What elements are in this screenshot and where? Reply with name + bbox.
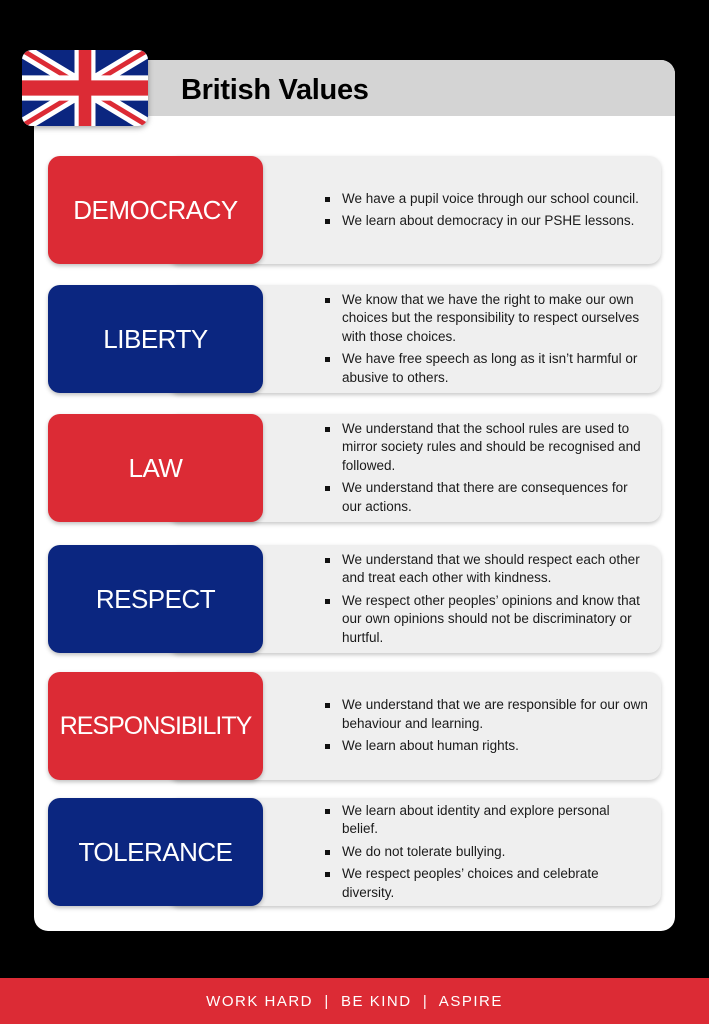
value-row-liberty [48, 285, 661, 393]
value-label: DEMOCRACY [48, 156, 263, 264]
footer-banner [0, 978, 709, 1024]
footer-motto: WORK HARD | BE KIND | ASPIRE [206, 992, 503, 1010]
value-label: TOLERANCE [48, 798, 263, 906]
value-row-responsibility [48, 672, 661, 780]
bullet-point: We know that we have the right to make our own choices but the responsibility to respect ourselves with those choices. [325, 291, 649, 347]
bullet-point: We have a pupil voice through our school council. [325, 190, 649, 209]
union-jack-flag-icon [22, 50, 148, 126]
value-row-democracy [48, 156, 661, 264]
bullet-point: We respect peoples’ choices and celebrate diversity. [325, 865, 649, 902]
value-label: RESPECT [48, 545, 263, 653]
value-row-law [48, 414, 661, 522]
page-title: British Values [181, 74, 369, 106]
bullet-point: We respect other peoples’ opinions and know that our own opinions should not be discriminatory or hurtful. [325, 592, 649, 648]
bullet-point: We do not tolerate bullying. [325, 843, 649, 862]
bullet-point: We have free speech as long as it isn’t harmful or abusive to others. [325, 350, 649, 387]
value-label: RESPONSIBILITY [48, 672, 263, 780]
bullet-point: We understand that we are responsible for our own behaviour and learning. [325, 696, 649, 733]
bullet-point: We understand that we should respect each other and treat each other with kindness. [325, 551, 649, 588]
value-row-respect [48, 545, 661, 653]
bullet-point: We learn about identity and explore personal belief. [325, 802, 649, 839]
value-label: LAW [48, 414, 263, 522]
bullet-point: We understand that the school rules are used to mirror society rules and should be recognised and followed. [325, 420, 649, 476]
bullet-point: We understand that there are consequences for our actions. [325, 479, 649, 516]
value-row-tolerance [48, 798, 661, 906]
value-label: LIBERTY [48, 285, 263, 393]
bullet-point: We learn about human rights. [325, 737, 649, 756]
bullet-point: We learn about democracy in our PSHE lessons. [325, 212, 649, 231]
